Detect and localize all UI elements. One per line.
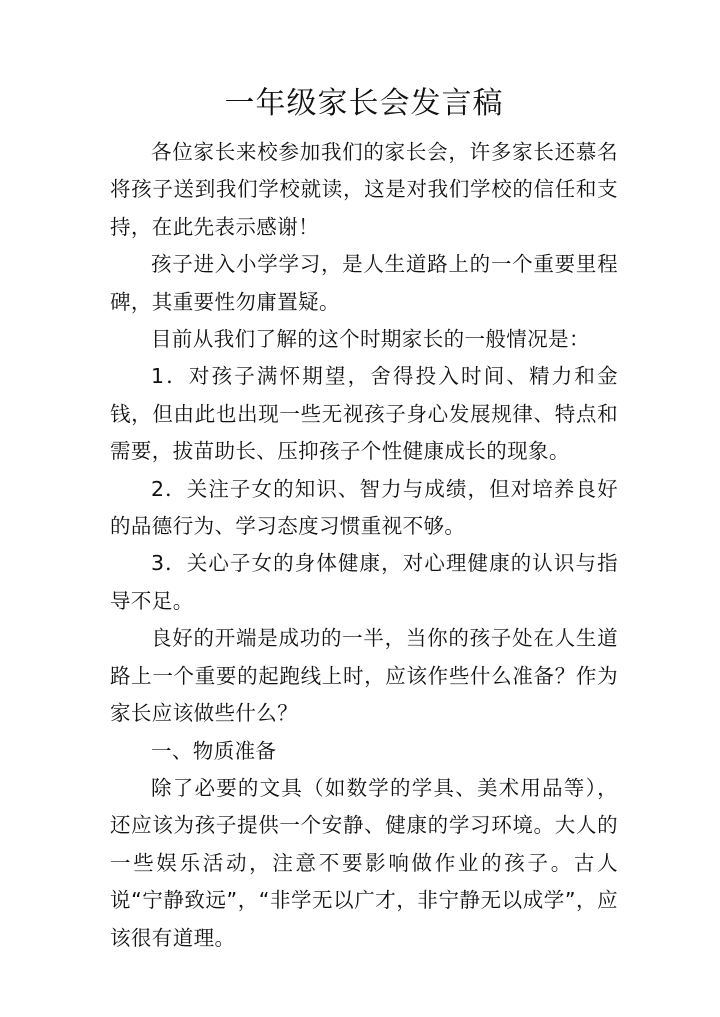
paragraph-point-3: 3．关心子女的身体健康，对心理健康的认识与指导不足。 <box>110 551 618 613</box>
section-heading-material-preparation: 一、物质准备 <box>151 738 277 763</box>
paragraph-greeting: 各位家长来校参加我们的家长会，许多家长还慕名将孩子送到我们学校就读，这是对我们学校的信任和支持，在此先表示感谢！ <box>110 140 618 239</box>
paragraph-point-1: 1．对孩子满怀期望，舍得投入时间、精力和金钱，但由此也出现一些无视孩子身心发展规律、特点和需要，拔苗助长、压抑孩子个性健康成长的现象。 <box>110 364 618 464</box>
paragraph-situation-intro: 目前从我们了解的这个时期家长的一般情况是： <box>151 327 590 352</box>
paragraph-point-2: 2．关注子女的知识、智力与成绩，但对培养良好的品德行为、学习态度习惯重视不够。 <box>110 476 618 539</box>
document-page <box>110 82 618 957</box>
paragraph-material-preparation: 除了必要的文具（如数学的学具、美术用品等），还应该为孩子提供一个安静、健康的学习环境。大人的一些娱乐活动，注意不要影响做作业的孩子。古人说“宁静致远”，“非学无以广才，非宁静无以成学”，应该很有道理。 <box>110 775 618 950</box>
paragraph-milestone: 孩子进入小学学习，是人生道路上的一个重要里程碑，其重要性勿庸置疑。 <box>110 252 618 314</box>
paragraph-good-start: 良好的开端是成功的一半，当你的孩子处在人生道路上一个重要的起跑线上时，应该作些什么准备？作为家长应该做些什么？ <box>110 626 618 726</box>
document-title: 一年级家长会发言稿 <box>224 86 504 121</box>
